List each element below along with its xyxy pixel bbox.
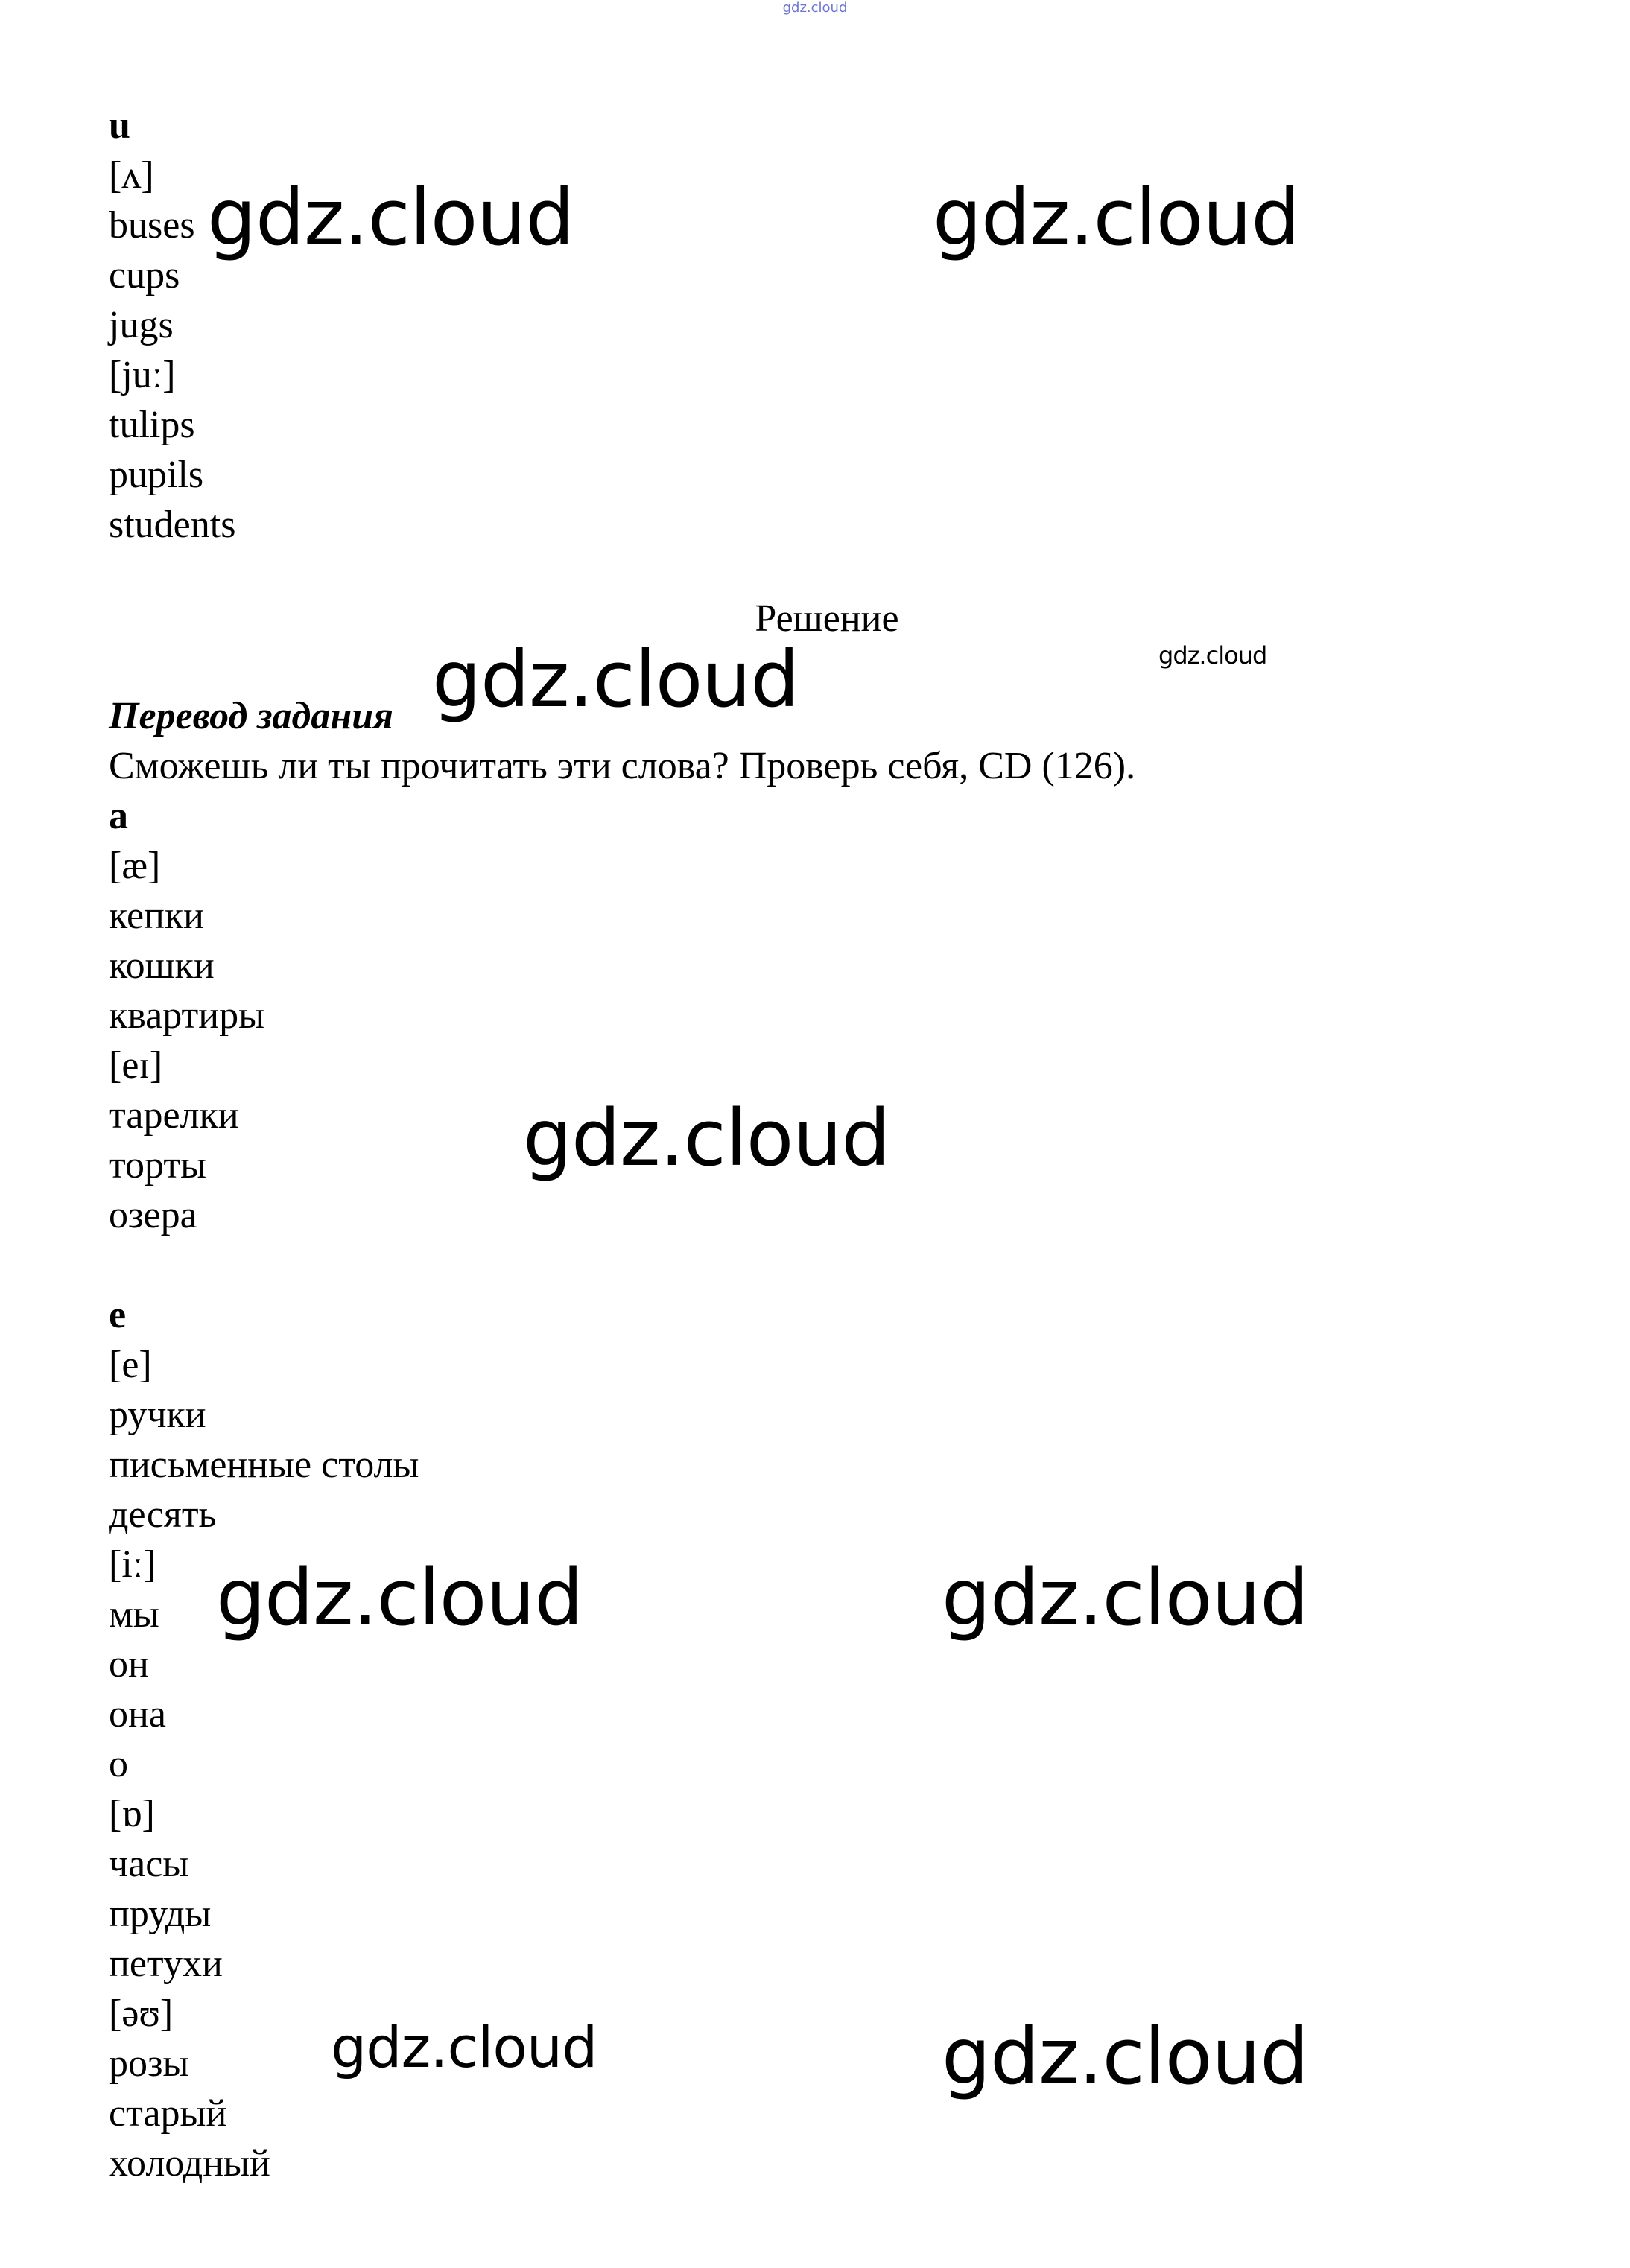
word-item: петухи [109,1943,223,1985]
watermark: gdz.cloud [942,2011,1309,2102]
word-item: cups [109,254,180,296]
sound-e-2: [iː] [109,1543,156,1586]
sound-o-2: [əʊ] [109,1992,174,2035]
word-item: десять [109,1493,217,1536]
letter-e: e [109,1294,127,1336]
letter-a: a [109,795,128,837]
word-item: она [109,1693,166,1735]
word-item: pupils [109,454,204,496]
word-item: ручки [109,1394,206,1436]
word-item: розы [109,2042,189,2085]
sound-o-1: [ɒ] [109,1793,155,1835]
word-item: кепки [109,895,204,937]
word-item: письменные столы [109,1443,419,1486]
watermark: gdz.cloud [216,1552,583,1643]
word-item: buses [109,204,195,247]
word-item: мы [109,1593,159,1636]
translation-text: Сможешь ли ты прочитать эти слова? Проверь себя, CD (126). [109,745,1136,787]
word-item: старый [109,2092,227,2135]
watermark: gdz.cloud [1158,641,1267,670]
word-item: часы [109,1843,189,1885]
translation-heading: Перевод задания [109,695,393,737]
letter-o: o [109,1743,128,1785]
word-item: тарелки [109,1094,239,1137]
word-item: кошки [109,944,215,987]
sound-a-2: [eɪ] [109,1044,163,1087]
word-item: он [109,1643,149,1686]
word-item: квартиры [109,994,265,1037]
solution-title: Решение [755,597,899,640]
watermark: gdz.cloud [933,172,1300,263]
word-item: озера [109,1194,197,1236]
word-item: пруды [109,1893,212,1935]
watermark: gdz.cloud [432,634,799,725]
sound-u-2: [juː] [109,354,176,396]
header-watermark: gdz.cloud [782,0,848,16]
word-item: students [109,504,236,546]
word-item: торты [109,1144,207,1187]
sound-u-1: [ʌ] [109,154,154,197]
watermark: gdz.cloud [331,2014,597,2080]
sound-e-1: [e] [109,1344,152,1386]
watermark: gdz.cloud [523,1093,890,1184]
word-item: tulips [109,404,195,446]
watermark: gdz.cloud [207,172,574,263]
letter-u: u [109,104,130,147]
watermark: gdz.cloud [942,1552,1309,1643]
word-item: холодный [109,2142,270,2185]
word-item: jugs [109,304,174,346]
sound-a-1: [æ] [109,845,161,887]
